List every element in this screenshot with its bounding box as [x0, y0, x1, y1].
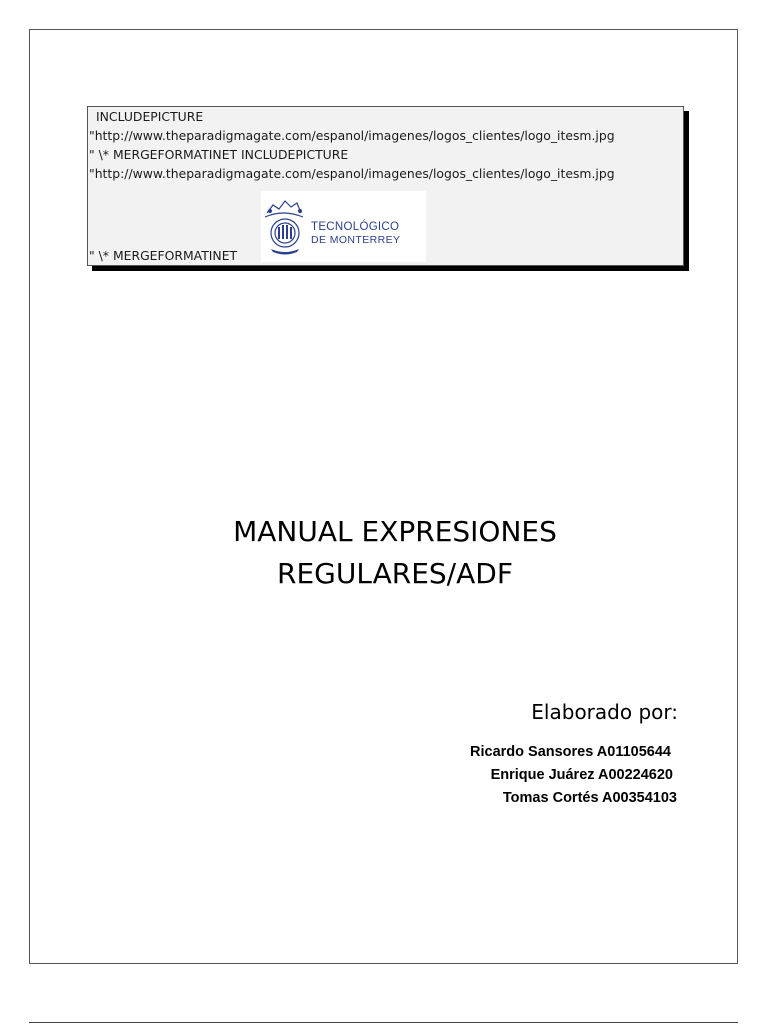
logo-line-2: DE MONTERREY — [311, 234, 401, 246]
field-code-line: "http://www.theparadigmagate.com/espanol/imagenes/logos_clientes/logo_itesm.jpg — [89, 166, 615, 181]
field-code-line: "http://www.theparadigmagate.com/espanol/imagenes/logos_clientes/logo_itesm.jpg — [89, 128, 615, 143]
author-name: Enrique Juárez A00224620 — [490, 767, 673, 783]
author-name: Ricardo Sansores A01105644 — [470, 744, 671, 760]
include-picture-field — [87, 106, 684, 266]
author-list — [470, 741, 677, 810]
itesm-logo — [261, 191, 426, 262]
footer-divider — [29, 1022, 738, 1023]
field-code-line: INCLUDEPICTURE — [96, 109, 204, 124]
document-title — [90, 511, 700, 595]
field-code-line: " \* MERGEFORMATINET INCLUDEPICTURE — [89, 147, 349, 162]
itesm-logo-icon — [261, 191, 426, 262]
authored-by-label: Elaborado por: — [531, 700, 678, 724]
field-code-line: " \* MERGEFORMATINET — [89, 248, 238, 263]
logo-line-1: TECNOLÓGICO — [311, 221, 400, 233]
title-line-1: MANUAL EXPRESIONES — [233, 515, 557, 548]
author-name: Tomas Cortés A00354103 — [502, 790, 677, 806]
title-line-2: REGULARES/ADF — [277, 557, 513, 590]
